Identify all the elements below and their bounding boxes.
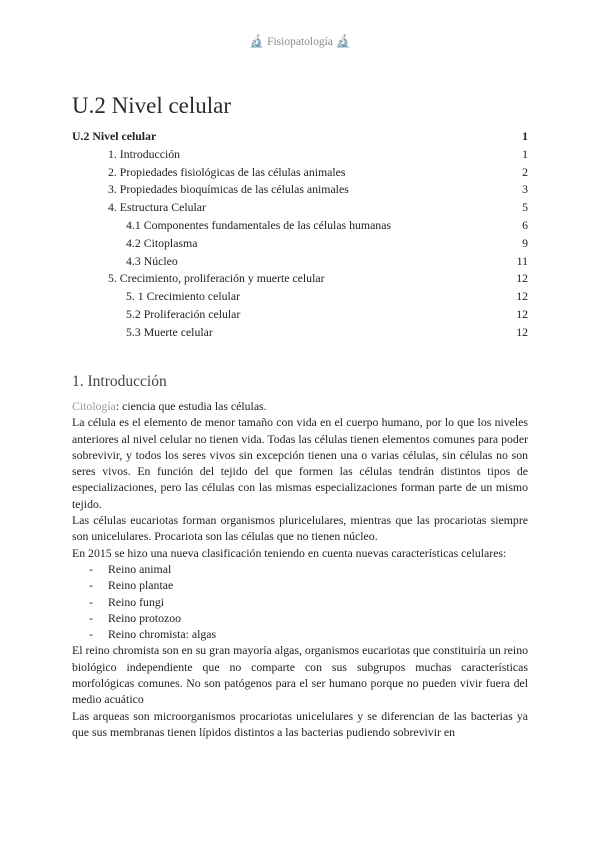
list-bullet: - — [89, 578, 93, 593]
toc-entry[interactable] — [72, 288, 528, 306]
definition-line — [72, 398, 528, 414]
toc-entry-title: 5.3 Muerte celular — [126, 324, 213, 339]
toc-entry-page: 3 — [522, 182, 528, 197]
toc-entry-page: 12 — [516, 324, 528, 339]
toc-entry-title: 1. Introducción — [108, 146, 181, 161]
toc-entry-title: 4.2 Citoplasma — [126, 235, 198, 250]
document-title: U.2 Nivel celular — [72, 93, 232, 118]
list-bullet: - — [89, 610, 93, 625]
paragraph: La célula es el elemento de menor tamaño con vida en el cuerpo humano, por lo que los niveles anteriores al nivel celular no tienen vida. Todas las células tienen elementos comunes para poder sobrevivir, y todos los seres vivos sin excepción tienen una o varias células, sin células no son seres vivos. En función del tejido del que formen las células tendrán distintos tipos de especializaciones, pero las células con las mismas especializaciones forman parte de un mismo tejido. — [72, 415, 528, 511]
paragraph: El reino chromista son en su gran mayoría algas, organismos eucariotas que constituiría un reino biológico independiente que no comparte con sus subgrupos muchas características morfológicas comunes. No son patógenos para el ser humano porque no pueden vivir fuera del medio acuático — [72, 643, 528, 707]
toc-entry-title: 2. Propiedades fisiológicas de las células animales — [108, 164, 346, 179]
toc-entry-title: 5. 1 Crecimiento celular — [126, 289, 240, 304]
paragraph: Las células eucariotas forman organismos pluricelulares, mientras que las procariotas siempre son unicelulares. Procariota son las células que no tienen núcleo. — [72, 513, 528, 544]
list-item — [72, 594, 528, 610]
list-item-text: Reino animal — [108, 561, 172, 576]
section-body — [72, 398, 528, 740]
toc-entry[interactable] — [72, 164, 528, 182]
toc-entry[interactable] — [72, 128, 528, 146]
list-item — [72, 610, 528, 626]
toc-entry-page: 5 — [522, 200, 528, 215]
list-item — [72, 577, 528, 593]
toc-entry-page: 1 — [522, 129, 528, 143]
list-bullet: - — [89, 594, 93, 609]
toc-entry-page: 2 — [522, 164, 528, 179]
section-heading: 1. Introducción — [72, 373, 167, 390]
list-item — [72, 561, 528, 577]
toc-entry[interactable] — [72, 270, 528, 288]
page-header — [0, 34, 600, 49]
list-item-text: Reino chromista: algas — [108, 627, 217, 642]
toc-entry-page: 9 — [522, 235, 528, 250]
toc-entry-title: 4. Estructura Celular — [108, 200, 206, 215]
list-item — [72, 626, 528, 642]
term-definition: : ciencia que estudia las células. — [115, 399, 267, 413]
toc-entry[interactable] — [72, 199, 528, 217]
toc-entry-page: 6 — [522, 217, 528, 232]
list-bullet: - — [89, 561, 93, 576]
microscope-icon: 🔬 — [335, 34, 351, 48]
toc-entry-page: 12 — [516, 289, 528, 304]
toc-entry-title: U.2 Nivel celular — [72, 129, 157, 143]
toc-entry[interactable] — [72, 235, 528, 253]
toc-entry-title: 3. Propiedades bioquímicas de las células animales — [108, 182, 349, 197]
toc-entry-title: 4.1 Componentes fundamentales de las células humanas — [126, 217, 392, 232]
toc-entry-title: 4.3 Núcleo — [126, 253, 178, 268]
toc-entry[interactable] — [72, 217, 528, 235]
list-item-text: Reino protozoo — [108, 610, 182, 625]
list-item-text: Reino fungi — [108, 594, 165, 609]
toc-entry-page: 1 — [522, 146, 528, 161]
list-item-text: Reino plantae — [108, 578, 174, 593]
table-of-contents — [72, 128, 528, 342]
toc-entry-title: 5.2 Proliferación celular — [126, 306, 241, 321]
toc-entry-title: 5. Crecimiento, proliferación y muerte celular — [108, 271, 325, 286]
microscope-icon: 🔬 — [249, 34, 265, 48]
toc-entry-page: 12 — [516, 271, 528, 286]
list-bullet: - — [89, 627, 93, 642]
header-title: Fisiopatología — [267, 36, 333, 48]
paragraph: Las arqueas son microorganismos procariotas unicelulares y se diferencian de las bacterias ya que sus membranas tienen lípidos distintos a las bacterias pudiendo sobrevivir en — [72, 708, 528, 739]
toc-entry[interactable] — [72, 181, 528, 199]
toc-entry[interactable] — [72, 306, 528, 324]
toc-entry[interactable] — [72, 324, 528, 342]
toc-entry-page: 11 — [516, 253, 528, 268]
toc-entry[interactable] — [72, 253, 528, 271]
kingdom-list — [72, 561, 528, 642]
toc-entry-page: 12 — [516, 306, 528, 321]
toc-entry[interactable] — [72, 146, 528, 164]
paragraph: En 2015 se hizo una nueva clasificación teniendo en cuenta nuevas características celulares: — [72, 545, 507, 560]
defined-term: Citología — [72, 399, 116, 413]
